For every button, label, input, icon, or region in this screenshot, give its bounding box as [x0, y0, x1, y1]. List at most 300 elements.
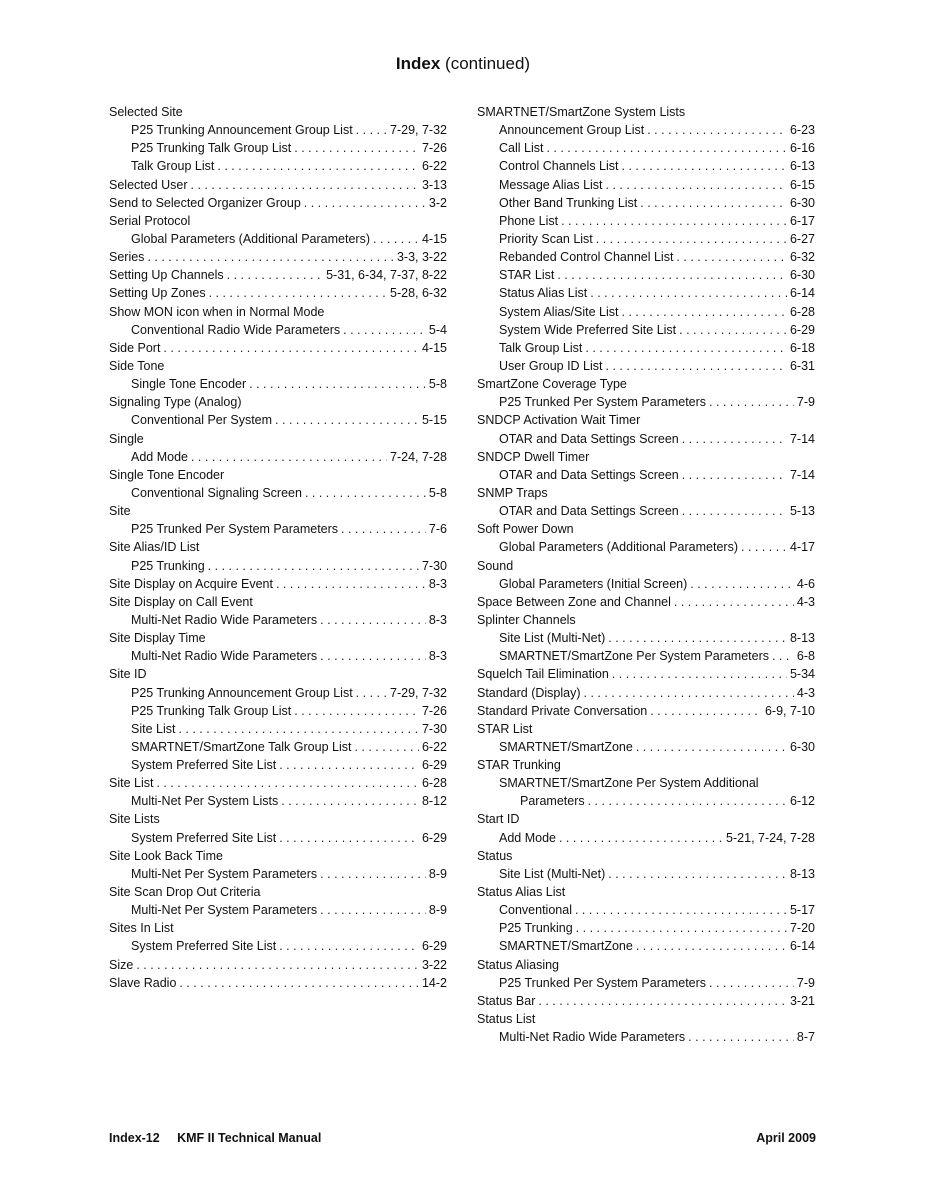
dot-leader	[650, 702, 762, 720]
entry-term: P25 Trunking Talk Group List	[131, 141, 292, 156]
entry-term: Control Channels List	[499, 159, 619, 174]
entry-term: SMARTNET/SmartZone System Lists	[477, 105, 686, 119]
dot-leader	[305, 484, 426, 502]
page-reference: 6-29	[421, 758, 447, 773]
page-reference: 4-17	[789, 540, 815, 555]
index-entry	[109, 575, 447, 593]
index-subentry	[477, 393, 815, 411]
entry-term: Space Between Zone and Channel	[477, 594, 671, 609]
page-reference: 3-3, 3-22	[396, 250, 447, 265]
entry-term: Conventional Radio Wide Parameters	[131, 322, 341, 337]
dot-leader	[596, 230, 787, 248]
page-reference: 4-6	[796, 576, 815, 591]
page-reference: 3-21	[789, 993, 815, 1008]
index-subentry	[477, 865, 815, 883]
index-subentry	[477, 538, 815, 556]
entry-term: Site Display on Call Event	[109, 594, 253, 609]
index-entry	[477, 593, 815, 611]
entry-term: Standard (Display)	[477, 685, 581, 700]
entry-term: Site Lists	[109, 812, 160, 827]
footer-left	[109, 1131, 321, 1145]
index-subentry	[109, 520, 447, 538]
index-entry	[109, 303, 447, 321]
entry-term: Phone List	[499, 213, 559, 228]
index-entry	[109, 665, 447, 683]
entry-term: Site Display Time	[109, 631, 206, 646]
entry-term: OTAR and Data Settings Screen	[499, 431, 679, 446]
index-entry	[109, 774, 447, 792]
index-subentry	[109, 702, 447, 720]
entry-term: Setting Up Channels	[109, 268, 224, 283]
page-reference: 4-15	[421, 340, 447, 355]
entry-term: P25 Trunking Announcement Group List	[131, 123, 353, 138]
dot-leader	[690, 575, 794, 593]
page-reference: 5-34	[789, 667, 815, 682]
page-reference: 6-8	[796, 649, 815, 664]
dot-leader	[588, 792, 787, 810]
entry-term: SNMP Traps	[477, 485, 548, 500]
dot-leader	[606, 357, 787, 375]
page-reference: 6-22	[421, 739, 447, 754]
index-entry	[477, 756, 815, 774]
entry-term: Conventional Signaling Screen	[131, 485, 302, 500]
index-subentry	[109, 720, 447, 738]
page-reference: 7-26	[421, 141, 447, 156]
entry-term: Multi-Net Per System Lists	[131, 794, 279, 809]
index-entry	[109, 956, 447, 974]
index-entry	[109, 284, 447, 302]
dot-leader	[320, 901, 426, 919]
entry-term: Global Parameters (Initial Screen)	[499, 576, 688, 591]
page-reference: 6-30	[789, 268, 815, 283]
entry-term: P25 Trunking Announcement Group List	[131, 685, 353, 700]
page-reference: 7-20	[789, 921, 815, 936]
dot-leader	[343, 321, 426, 339]
index-subentry	[477, 121, 815, 139]
entry-term: Talk Group List	[499, 340, 583, 355]
entry-term: Global Parameters (Additional Parameters)	[131, 231, 370, 246]
page-reference: 14-2	[421, 975, 447, 990]
entry-term: Show MON icon when in Normal Mode	[109, 304, 325, 319]
entry-term: SMARTNET/SmartZone Per System Parameters	[499, 649, 769, 664]
page-reference: 4-15	[421, 231, 447, 246]
entry-term: P25 Trunking	[499, 921, 573, 936]
entry-term: Site ID	[109, 667, 147, 682]
entry-term: P25 Trunked Per System Parameters	[499, 975, 707, 990]
index-entry	[109, 883, 447, 901]
entry-term: Sound	[477, 558, 514, 573]
entry-term: Side Port	[109, 340, 161, 355]
index-subentry	[109, 611, 447, 629]
page-reference: 5-28, 6-32	[390, 286, 447, 301]
entry-term: User Group ID List	[499, 358, 603, 373]
page-reference: 5-15	[421, 413, 447, 428]
entry-term: Add Mode	[131, 449, 188, 464]
index-subentry	[477, 829, 815, 847]
dot-leader	[356, 121, 387, 139]
page-reference: 6-12	[789, 794, 815, 809]
index-entry	[109, 103, 447, 121]
dot-leader	[209, 284, 387, 302]
index-entry	[109, 248, 447, 266]
dot-leader	[606, 176, 787, 194]
entry-term: System Preferred Site List	[131, 830, 277, 845]
index-subentry	[477, 430, 815, 448]
entry-term: SMARTNET/SmartZone Per System Additional	[499, 776, 759, 791]
entry-term: OTAR and Data Settings Screen	[499, 504, 679, 519]
page-reference: 8-9	[428, 866, 447, 881]
index-subentry	[109, 230, 447, 248]
entry-term: STAR List	[477, 721, 533, 736]
page-reference: 4-3	[796, 685, 815, 700]
index-entry	[477, 484, 815, 502]
page-reference: 8-3	[428, 649, 447, 664]
index-entry	[477, 684, 815, 702]
index-subentry	[477, 466, 815, 484]
index-entry	[109, 176, 447, 194]
dot-leader	[341, 520, 426, 538]
entry-term: Global Parameters (Additional Parameters)	[499, 540, 738, 555]
index-entry	[109, 430, 447, 448]
index-entry	[477, 665, 815, 683]
dot-leader	[590, 284, 787, 302]
dot-leader	[279, 829, 419, 847]
index-subentry	[477, 357, 815, 375]
page-reference: 3-13	[421, 177, 447, 192]
dot-leader	[320, 647, 426, 665]
index-subentry	[109, 647, 447, 665]
index-entry	[109, 629, 447, 647]
entry-term: Squelch Tail Elimination	[477, 667, 609, 682]
entry-term: STAR List	[499, 268, 555, 283]
entry-term: Talk Group List	[131, 159, 215, 174]
page-reference: 6-27	[789, 231, 815, 246]
dot-leader	[741, 538, 787, 556]
entry-term: Conventional Per System	[131, 413, 273, 428]
index-entry	[109, 339, 447, 357]
dot-leader	[208, 557, 419, 575]
index-entry	[109, 847, 447, 865]
page-reference: 6-29	[789, 322, 815, 337]
page-reference: 7-14	[789, 467, 815, 482]
index-subentry	[477, 502, 815, 520]
index-subentry	[109, 448, 447, 466]
page-reference: 7-29, 7-32	[390, 123, 447, 138]
page-reference: 7-9	[796, 395, 815, 410]
index-subentry	[477, 194, 815, 212]
entry-term: Slave Radio	[109, 975, 177, 990]
page-reference: 7-24, 7-28	[390, 449, 447, 464]
page-reference: 8-12	[421, 794, 447, 809]
index-subentry	[477, 774, 815, 792]
index-entry	[477, 520, 815, 538]
entry-term: Start ID	[477, 812, 520, 827]
entry-term: P25 Trunking Talk Group List	[131, 703, 292, 718]
entry-term: Site List (Multi-Net)	[499, 866, 606, 881]
entry-term: Single Tone Encoder	[109, 467, 225, 482]
entry-term: P25 Trunked Per System Parameters	[131, 522, 339, 537]
index-subentry	[109, 139, 447, 157]
dot-leader	[373, 230, 419, 248]
page-reference: 6-28	[421, 776, 447, 791]
index-entry	[477, 810, 815, 828]
index-subentry	[477, 647, 815, 665]
entry-term: Send to Selected Organizer Group	[109, 195, 301, 210]
dot-leader	[279, 756, 419, 774]
page-reference: 5-4	[428, 322, 447, 337]
entry-term: Site Scan Drop Out Criteria	[109, 885, 261, 900]
entry-term: Site List (Multi-Net)	[499, 631, 606, 646]
index-subentry	[109, 865, 447, 883]
dot-leader	[249, 375, 426, 393]
index-entry	[109, 593, 447, 611]
entry-term: Status Alias List	[477, 885, 566, 900]
entry-term: OTAR and Data Settings Screen	[499, 467, 679, 482]
dot-leader	[636, 937, 787, 955]
index-subentry	[477, 937, 815, 955]
index-entry	[477, 956, 815, 974]
dot-leader	[561, 212, 787, 230]
dot-leader	[557, 266, 787, 284]
entry-term: Rebanded Control Channel List	[499, 250, 674, 265]
dot-leader	[709, 974, 794, 992]
page-reference: 6-31	[789, 358, 815, 373]
index-entry	[109, 810, 447, 828]
index-entry	[477, 847, 815, 865]
dot-leader	[576, 919, 787, 937]
entry-term: Sites In List	[109, 921, 174, 936]
index-entry	[477, 448, 815, 466]
page-reference: 7-30	[421, 721, 447, 736]
index-subentry	[477, 919, 815, 937]
index-subentry	[477, 248, 815, 266]
entry-term: Standard Private Conversation	[477, 703, 648, 718]
dot-leader	[772, 647, 794, 665]
dot-leader	[217, 157, 419, 175]
index-entry	[477, 411, 815, 429]
entry-term: Single Tone Encoder	[131, 377, 247, 392]
entry-term: SMARTNET/SmartZone	[499, 939, 633, 954]
entry-term: Status Aliasing	[477, 957, 559, 972]
page-reference: 7-29, 7-32	[390, 685, 447, 700]
entry-term: SmartZone Coverage Type	[477, 377, 627, 392]
entry-term: Size	[109, 957, 134, 972]
entry-term: STAR Trunking	[477, 758, 561, 773]
entry-term: Add Mode	[499, 830, 556, 845]
index-entry	[109, 466, 447, 484]
entry-term: Call List	[499, 141, 544, 156]
entry-term: Message Alias List	[499, 177, 603, 192]
page-reference: 8-3	[428, 612, 447, 627]
dot-leader	[354, 738, 419, 756]
index-subentry	[477, 157, 815, 175]
dot-leader	[191, 176, 419, 194]
index-subentry	[109, 121, 447, 139]
index-subentry	[109, 684, 447, 702]
entry-term: Status Bar	[477, 993, 536, 1008]
page-reference: 6-29	[421, 830, 447, 845]
page-reference: 4-3	[796, 594, 815, 609]
entry-term: SNDCP Activation Wait Timer	[477, 413, 641, 428]
dot-leader	[178, 720, 419, 738]
index-subentry	[109, 792, 447, 810]
index-entry	[109, 502, 447, 520]
dot-leader	[156, 774, 419, 792]
index-entry	[477, 720, 815, 738]
entry-term: Setting Up Zones	[109, 286, 206, 301]
dot-leader	[356, 684, 387, 702]
page-title-rest: (continued)	[445, 54, 531, 73]
dot-leader	[682, 466, 787, 484]
index-entry	[109, 974, 447, 992]
dot-leader	[622, 157, 787, 175]
page-reference: 7-30	[421, 558, 447, 573]
index-subentry	[477, 176, 815, 194]
entry-term: Serial Protocol	[109, 213, 191, 228]
entry-term: System Alias/Site List	[499, 304, 619, 319]
dot-leader	[275, 411, 419, 429]
entry-term: Signaling Type (Analog)	[109, 395, 242, 410]
index-subentry	[109, 756, 447, 774]
index-subentry	[477, 266, 815, 284]
entry-term: Priority Scan List	[499, 231, 593, 246]
page-reference: 7-14	[789, 431, 815, 446]
index-subentry	[109, 411, 447, 429]
page-reference: 6-23	[789, 123, 815, 138]
entry-term: Selected Site	[109, 105, 183, 119]
entry-term: Multi-Net Per System Parameters	[131, 866, 318, 881]
index-subentry	[477, 139, 815, 157]
dot-leader	[676, 248, 787, 266]
dot-leader	[622, 303, 787, 321]
dot-leader	[147, 248, 394, 266]
index-subentry	[477, 212, 815, 230]
dot-leader	[276, 575, 426, 593]
dot-leader	[575, 901, 787, 919]
entry-term: Status Alias List	[499, 286, 588, 301]
index-subentry	[477, 738, 815, 756]
index-entry	[109, 266, 447, 284]
dot-leader	[163, 339, 419, 357]
page-reference: 8-9	[428, 903, 447, 918]
entry-term: Conventional	[499, 903, 572, 918]
index-entry	[477, 611, 815, 629]
index-subentry	[477, 230, 815, 248]
page-reference: 5-17	[789, 903, 815, 918]
entry-term: Multi-Net Per System Parameters	[131, 903, 318, 918]
page-reference: 7-9	[796, 975, 815, 990]
index-entry	[477, 883, 815, 901]
index-column-right	[477, 103, 815, 1046]
dot-leader	[559, 829, 723, 847]
index-subentry	[109, 829, 447, 847]
entry-term: Single	[109, 431, 144, 446]
page-reference: 8-13	[789, 631, 815, 646]
index-subentry	[477, 284, 815, 302]
footer-manual-title: KMF II Technical Manual	[177, 1131, 322, 1145]
entry-term: Side Tone	[109, 358, 165, 373]
index-entry	[477, 992, 815, 1010]
dot-leader	[320, 865, 426, 883]
index-entry	[477, 557, 815, 575]
page-reference: 6-30	[789, 195, 815, 210]
page-reference: 6-32	[789, 250, 815, 265]
entry-term: Site List	[109, 776, 154, 791]
entry-term: Other Band Trunking List	[499, 195, 638, 210]
page-reference: 7-26	[421, 703, 447, 718]
entry-term: System Preferred Site List	[131, 758, 277, 773]
entry-term: SNDCP Dwell Timer	[477, 449, 590, 464]
entry-term: Site	[109, 504, 131, 519]
index-entry	[477, 1010, 815, 1028]
entry-term: Multi-Net Radio Wide Parameters	[131, 612, 318, 627]
dot-leader	[191, 448, 387, 466]
index-subentry	[109, 321, 447, 339]
index-subentry	[477, 901, 815, 919]
page-reference: 8-7	[796, 1030, 815, 1045]
entry-term: Site Look Back Time	[109, 848, 223, 863]
entry-term: Site Alias/ID List	[109, 540, 200, 555]
dot-leader	[294, 139, 419, 157]
index-subentry	[477, 575, 815, 593]
entry-term: Multi-Net Radio Wide Parameters	[131, 649, 318, 664]
dot-leader	[608, 629, 787, 647]
index-entry	[109, 393, 447, 411]
index-subentry	[109, 557, 447, 575]
page-reference: 6-28	[789, 304, 815, 319]
page-reference: 8-13	[789, 866, 815, 881]
dot-leader	[682, 502, 787, 520]
dot-leader	[636, 738, 787, 756]
entry-term: System Wide Preferred Site List	[499, 322, 677, 337]
index-subentry	[109, 901, 447, 919]
index-entry	[109, 357, 447, 375]
index-subentry	[477, 321, 815, 339]
index-entry	[477, 375, 815, 393]
entry-term: Site Display on Acquire Event	[109, 576, 273, 591]
entry-term: Status List	[477, 1012, 536, 1027]
dot-leader	[688, 1028, 794, 1046]
dot-leader	[682, 430, 787, 448]
entry-term: Series	[109, 250, 145, 265]
index-entry	[109, 919, 447, 937]
index-subentry	[477, 303, 815, 321]
dot-leader	[546, 139, 787, 157]
dot-leader	[227, 266, 323, 284]
page-reference: 6-14	[789, 939, 815, 954]
entry-term: SMARTNET/SmartZone	[499, 739, 633, 754]
footer-page-number: Index-12	[109, 1131, 160, 1145]
page-reference: 6-13	[789, 159, 815, 174]
entry-term: Soft Power Down	[477, 522, 574, 537]
dot-leader	[608, 865, 787, 883]
dot-leader	[179, 974, 419, 992]
page-reference: 6-29	[421, 939, 447, 954]
dot-leader	[279, 937, 419, 955]
page-reference: 5-21, 7-24, 7-28	[726, 830, 815, 845]
page-reference: 7-6	[428, 522, 447, 537]
page-reference: 6-14	[789, 286, 815, 301]
dot-leader	[320, 611, 426, 629]
page-title-bold: Index	[395, 54, 441, 73]
page-reference: 6-18	[789, 340, 815, 355]
page-reference: 5-31, 6-34, 7-37, 8-22	[326, 268, 447, 283]
index-subentry	[109, 375, 447, 393]
page-reference: 6-9, 7-10	[764, 703, 815, 718]
dot-leader	[136, 956, 419, 974]
page-reference: 5-8	[428, 377, 447, 392]
entry-term: Multi-Net Radio Wide Parameters	[499, 1030, 686, 1045]
